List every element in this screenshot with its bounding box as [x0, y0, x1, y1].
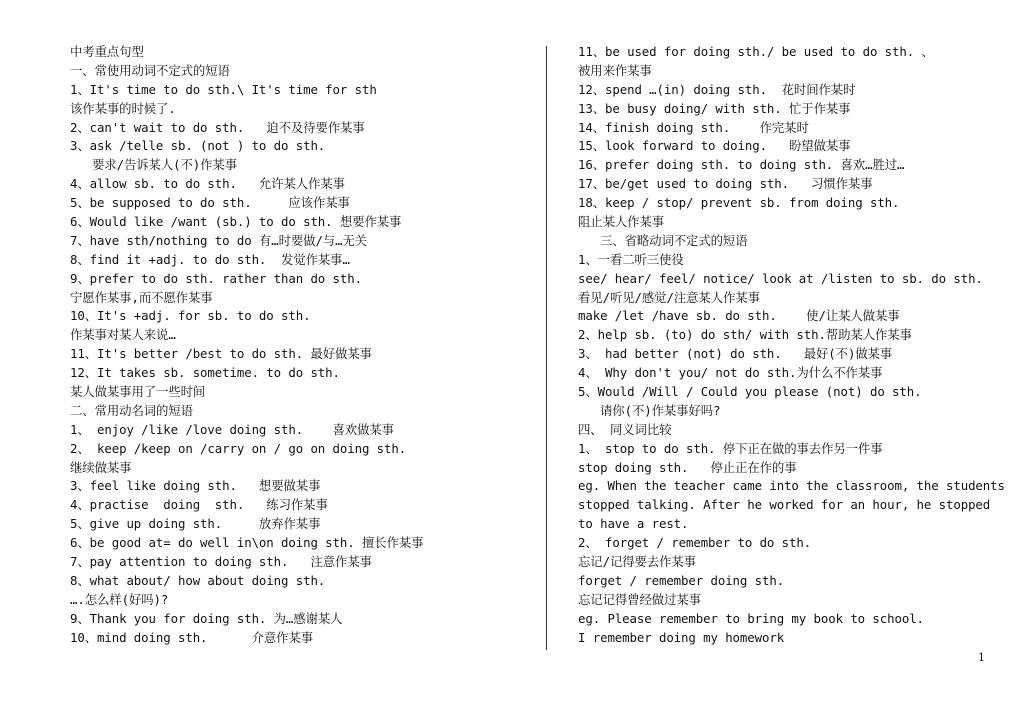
text-line: 18、keep / stop/ prevent sb. from doing sth.	[578, 195, 900, 211]
text-line: ….怎么样(好吗)?	[70, 591, 169, 607]
text-line: 忘记记得曾经做过某事	[578, 591, 701, 607]
text-line: 阻止某人作某事	[578, 214, 665, 230]
text-line: 9、prefer to do sth. rather than do sth.	[70, 270, 362, 286]
section-heading-1: 一、常使用动词不定式的短语	[70, 62, 230, 78]
text-line: 7、have sth/nothing to do 有…时要做/与…无关	[70, 232, 368, 248]
text-line: I remember doing my homework	[578, 629, 785, 645]
text-line: stop doing sth. 停止正在作的事	[578, 459, 797, 475]
text-line: to have a rest.	[578, 516, 689, 532]
text-line: 3、 had better (not) do sth. 最好(不)做某事	[578, 346, 893, 362]
left-column	[70, 43, 540, 648]
text-line: 2、help sb. (to) do sth/ with sth.帮助某人作某事	[578, 327, 912, 343]
text-line: 请你(不)作某事好吗?	[600, 402, 721, 418]
text-line: see/ hear/ feel/ notice/ look at /listen to sb. do sth.	[578, 270, 983, 286]
page-number: 1	[978, 651, 985, 664]
text-line: 2、can't wait to do sth. 迫不及待要作某事	[70, 119, 365, 135]
text-line: 13、be busy doing/ with sth. 忙于作某事	[578, 100, 851, 116]
text-line: 12、spend …(in) doing sth. 花时间作某时	[578, 81, 856, 97]
text-line: 要求/告诉某人(不)作某事	[92, 157, 237, 173]
section-heading-4: 四、 同义词比较	[578, 421, 672, 437]
section-heading-2: 二、常用动名词的短语	[70, 402, 193, 418]
text-line: 1、 enjoy /like /love doing sth. 喜欢做某事	[70, 421, 394, 437]
text-line: 某人做某事用了一些时间	[70, 384, 206, 400]
text-line: 5、give up doing sth. 放弃作某事	[70, 516, 321, 532]
text-line: 6、be good at= do well in\on doing sth. 擅长作某事	[70, 535, 424, 551]
text-line: 该作某事的时候了.	[70, 100, 176, 116]
text-line: 15、look forward to doing. 盼望做某事	[578, 138, 851, 154]
text-line: 12、It takes sb. sometime. to do sth.	[70, 365, 340, 381]
text-line: make /let /have sb. do sth. 使/让某人做某事	[578, 308, 900, 324]
text-line: 14、finish doing sth. 作完某时	[578, 119, 809, 135]
text-line: 10、mind doing sth. 介意作某事	[70, 629, 314, 645]
text-line: 16、prefer doing sth. to doing sth. 喜欢…胜过…	[578, 157, 905, 173]
text-line: 10、It's +adj. for sb. to do sth.	[70, 308, 311, 324]
text-line: 作某事对某人来说…	[70, 327, 176, 343]
text-line: 9、Thank you for doing sth. 为…感谢某人	[70, 610, 343, 626]
text-line: 3、feel like doing sth. 想要做某事	[70, 478, 321, 494]
text-line: 继续做某事	[70, 459, 132, 475]
text-line: 3、ask /telle sb. (not ) to do sth.	[70, 138, 326, 154]
text-line: 4、practise doing sth. 练习作某事	[70, 497, 328, 513]
text-line: 7、pay attention to doing sth. 注意作某事	[70, 554, 372, 570]
right-column	[578, 43, 1005, 648]
text-line: 8、what about/ how about doing sth.	[70, 572, 326, 588]
text-line: 1、 stop to do sth. 停下正在做的事去作另一件事	[578, 440, 883, 456]
text-line: 4、allow sb. to do sth. 允许某人作某事	[70, 176, 345, 192]
text-line: 4、 Why don't you/ not do sth.为什么不作某事	[578, 365, 883, 381]
text-line: stopped talking. After he worked for an hour, he stopped	[578, 497, 991, 513]
text-line: forget / remember doing sth.	[578, 572, 785, 588]
doc-title: 中考重点句型	[70, 44, 144, 59]
text-line: 6、Would like /want (sb.) to do sth. 想要作某事	[70, 214, 402, 230]
text-line: eg. Please remember to bring my book to school.	[578, 610, 924, 626]
text-line: 看见/听见/感觉/注意某人作某事	[578, 289, 760, 305]
section-heading-3: 三、省略动词不定式的短语	[600, 232, 748, 248]
text-line: 11、be used for doing sth./ be used to do sth. 、	[578, 44, 934, 59]
text-line: 8、find it +adj. to do sth. 发觉作某事…	[70, 251, 350, 267]
text-line: 11、It's better /best to do sth. 最好做某事	[70, 346, 372, 362]
text-line: 1、It's time to do sth.\ It's time for sth	[70, 81, 377, 97]
text-line: eg. When the teacher came into the classroom, the students	[578, 478, 1005, 494]
text-line: 2、 keep /keep on /carry on / go on doing sth.	[70, 440, 407, 456]
text-line: 忘记/记得要去作某事	[578, 554, 696, 570]
text-line: 1、一看二听三使役	[578, 251, 684, 267]
text-line: 被用来作某事	[578, 62, 652, 78]
text-line: 5、be supposed to do sth. 应该作某事	[70, 195, 350, 211]
text-line: 2、 forget / remember to do sth.	[578, 535, 812, 551]
text-line: 5、Would /Will / Could you please (not) do sth.	[578, 384, 922, 400]
text-line: 宁愿作某事,而不愿作某事	[70, 289, 213, 305]
column-divider	[546, 46, 547, 650]
text-line: 17、be/get used to doing sth. 习惯作某事	[578, 176, 873, 192]
